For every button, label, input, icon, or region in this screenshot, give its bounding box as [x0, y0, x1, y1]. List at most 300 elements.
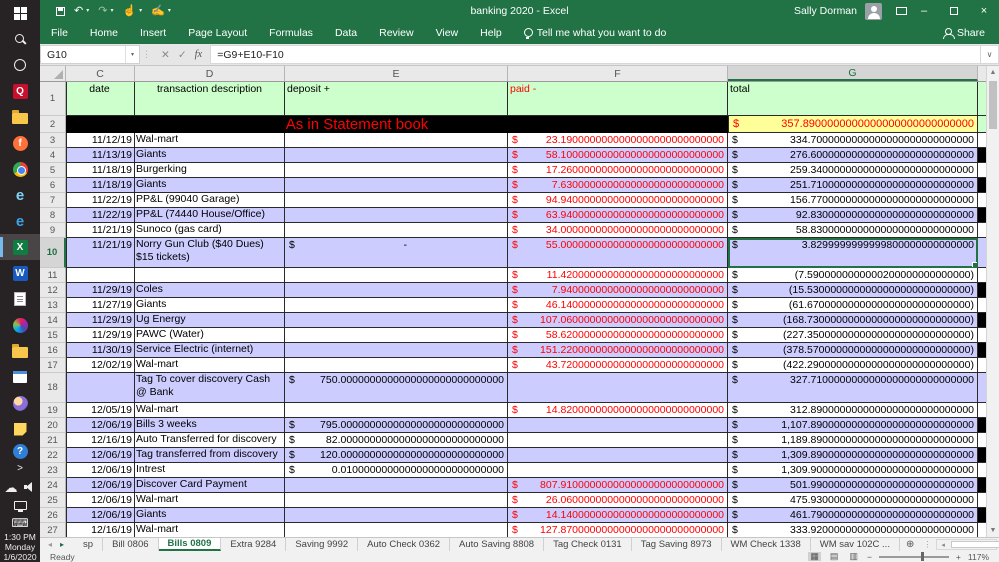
cell[interactable] — [285, 343, 508, 358]
cell[interactable] — [66, 373, 135, 403]
cell[interactable]: $ 17.2600000000000000000000000000 — [508, 163, 728, 178]
row-header[interactable]: 5 — [40, 163, 66, 178]
sheet-tab-bills-0809[interactable]: Bills 0809 — [159, 538, 222, 551]
cell[interactable]: $ 43.7200000000000000000000000000 — [508, 358, 728, 373]
restore-button[interactable] — [939, 0, 969, 22]
cell[interactable]: Tag transferred from discovery — [135, 448, 285, 463]
cell[interactable] — [285, 148, 508, 163]
column-header-E[interactable]: E — [285, 66, 508, 81]
cell[interactable]: $ 750.0000000000000000000000000000 — [285, 373, 508, 403]
cell[interactable]: $ 501.9900000000000000000000000000 — [728, 478, 978, 493]
spreadsheet-grid — [40, 66, 986, 537]
cell[interactable]: Giants — [135, 178, 285, 193]
name-box-value: G10 — [47, 48, 67, 61]
cell[interactable]: $ 475.9300000000000000000000000000 — [728, 493, 978, 508]
table-row — [40, 238, 986, 268]
selected-cell[interactable]: $ 3.8299999999999800000000000000 — [728, 238, 978, 268]
cell[interactable]: Tag To cover discovery Cash @ Bank — [135, 373, 285, 403]
row-header[interactable]: 14 — [40, 313, 66, 328]
row-header[interactable]: 15 — [40, 328, 66, 343]
row-header[interactable]: 16 — [40, 343, 66, 358]
row-header[interactable]: 24 — [40, 478, 66, 493]
sliver-cell — [978, 313, 986, 328]
media-app-icon[interactable] — [0, 312, 40, 338]
sliver-cell — [978, 193, 986, 208]
cell[interactable] — [285, 493, 508, 508]
cell[interactable]: Burgerking — [135, 163, 285, 178]
redo-dropdown-icon[interactable]: ▾ — [110, 8, 114, 14]
row-header[interactable]: 17 — [40, 358, 66, 373]
avatar[interactable] — [865, 3, 882, 20]
horizontal-scroll-track[interactable] — [949, 540, 985, 549]
sliver-cell — [978, 283, 986, 298]
cell[interactable]: Auto Transferred for discovery — [135, 433, 285, 448]
taskbar — [0, 0, 40, 562]
cell[interactable]: $ 334.7000000000000000000000000000 — [728, 133, 978, 148]
onedrive-cloud-icon[interactable]: ☁ — [4, 479, 18, 495]
sheet-tab-bar — [40, 537, 999, 551]
volume-icon[interactable] — [24, 482, 36, 492]
cell[interactable]: $ 23.1900000000000000000000000000 — [508, 133, 728, 148]
cell[interactable]: $ 251.7100000000000000000000000000 — [728, 178, 978, 193]
cell[interactable] — [285, 133, 508, 148]
excel-window — [40, 0, 999, 562]
sheet-tab-bill-0806[interactable]: Bill 0806 — [103, 538, 158, 551]
cell[interactable] — [285, 178, 508, 193]
cell[interactable]: $ 92.8300000000000000000000000000 — [728, 208, 978, 223]
cell[interactable]: $ 34.0000000000000000000000000000 — [508, 223, 728, 238]
sheet-tab-wm-sav-102c[interactable]: WM sav 102C ... — [811, 538, 900, 551]
insert-function-icon[interactable]: fx — [194, 49, 203, 60]
row-header[interactable]: 10 — [40, 238, 66, 268]
tab-view[interactable]: View — [435, 27, 459, 39]
sheet-tab-tag-check-0131[interactable]: Tag Check 0131 — [544, 538, 632, 551]
formula-bar — [40, 44, 999, 66]
sliver-cell — [978, 343, 986, 358]
formula-bar-divider: ⋮ — [142, 49, 151, 59]
cell[interactable]: $ (61.6700000000000000000000000000) — [728, 298, 978, 313]
cell[interactable]: Intrest — [135, 463, 285, 478]
expand-formula-bar-icon[interactable]: ∨ — [981, 45, 999, 64]
cell[interactable]: PP&L (74440 House/Office) — [135, 208, 285, 223]
calendar-app-icon[interactable] — [0, 364, 40, 390]
row-header[interactable]: 19 — [40, 403, 66, 418]
cell[interactable]: Sunoco (gas card) — [135, 223, 285, 238]
cell[interactable] — [285, 193, 508, 208]
zoom-level[interactable]: 117% — [967, 551, 989, 562]
sheet-tab-extra-9284[interactable]: Extra 9284 — [221, 538, 286, 551]
touch-mode-icon[interactable]: ☝ — [122, 4, 137, 17]
cell[interactable]: 11/13/19 — [66, 148, 135, 163]
sliver-cell — [978, 116, 986, 133]
header-paid[interactable]: paid - — [508, 82, 728, 116]
row-header[interactable]: 4 — [40, 148, 66, 163]
cell[interactable]: 12/02/19 — [66, 358, 135, 373]
cell[interactable] — [508, 433, 728, 448]
save-icon[interactable] — [56, 7, 65, 16]
tell-me-label: Tell me what you want to do — [536, 27, 667, 39]
cell[interactable]: $ 11.4200000000000000000000000000 — [508, 268, 728, 283]
cell[interactable]: $ 94.9400000000000000000000000000 — [508, 193, 728, 208]
next-sheet-icon[interactable]: ▸ — [60, 540, 65, 549]
cell[interactable] — [135, 268, 285, 283]
cell[interactable]: $ 26.0600000000000000000000000000 — [508, 493, 728, 508]
cell[interactable] — [508, 418, 728, 433]
sliver-cell — [978, 403, 986, 418]
row-header[interactable]: 26 — [40, 508, 66, 523]
cell[interactable]: $ 120.0000000000000000000000000000 — [285, 448, 508, 463]
ribbon-tabs — [40, 22, 513, 44]
sheet-tab-saving-9992[interactable]: Saving 9992 — [286, 538, 358, 551]
cell[interactable]: $ 333.9200000000000000000000000000 — [728, 523, 978, 537]
sliver-cell — [978, 448, 986, 463]
cell[interactable]: $ 1,189.8900000000000000000000000000 — [728, 433, 978, 448]
cell[interactable]: $ 327.7100000000000000000000000000 — [728, 373, 978, 403]
cell[interactable]: $ 807.9100000000000000000000000000 — [508, 478, 728, 493]
sheet-tab-sp[interactable]: sp — [74, 538, 103, 551]
cell[interactable] — [285, 508, 508, 523]
zoom-slider[interactable] — [879, 556, 949, 558]
cell[interactable]: $ 58.6200000000000000000000000000 — [508, 328, 728, 343]
cell[interactable]: Wal-mart — [135, 493, 285, 508]
cell[interactable] — [66, 268, 135, 283]
enter-icon[interactable]: ✓ — [177, 48, 187, 61]
cell[interactable]: $ 1,107.8900000000000000000000000000 — [728, 418, 978, 433]
edge-icon[interactable]: e — [15, 212, 25, 230]
cell[interactable]: PP&L (99040 Garage) — [135, 193, 285, 208]
table-row — [40, 313, 986, 328]
header-date[interactable]: date — [66, 82, 135, 116]
folder-app-icon[interactable] — [0, 338, 40, 364]
cancel-icon[interactable]: ✕ — [161, 48, 170, 61]
display-icon[interactable] — [0, 496, 40, 514]
tab-home[interactable]: Home — [89, 27, 118, 39]
cell[interactable]: $ (378.5700000000000000000000000000) — [728, 343, 978, 358]
word-icon[interactable]: W — [0, 260, 40, 286]
chrome-icon[interactable] — [0, 156, 40, 182]
cell[interactable]: 12/06/19 — [66, 493, 135, 508]
statusbar-right — [808, 552, 999, 562]
row-header[interactable]: 25 — [40, 493, 66, 508]
cell[interactable]: 11/18/19 — [66, 178, 135, 193]
cell[interactable]: 11/21/19 — [66, 238, 135, 268]
taskbar-clock[interactable] — [0, 532, 40, 562]
customize-qat-icon[interactable]: ▾ — [167, 8, 171, 14]
cell[interactable] — [285, 283, 508, 298]
row-header[interactable]: 21 — [40, 433, 66, 448]
table-row — [40, 343, 986, 358]
new-sheet-button[interactable]: ⊕ — [905, 539, 915, 550]
cell[interactable]: 11/12/19 — [66, 133, 135, 148]
tab-review[interactable]: Review — [379, 27, 414, 39]
cell[interactable]: 11/18/19 — [66, 163, 135, 178]
cell[interactable]: $ (15.5300000000000000000000000000) — [728, 283, 978, 298]
scroll-up-icon[interactable]: ▲ — [989, 69, 997, 76]
row-header[interactable]: 8 — [40, 208, 66, 223]
row-header[interactable]: 22 — [40, 448, 66, 463]
cell[interactable]: 12/06/19 — [66, 448, 135, 463]
cell[interactable]: 12/16/19 — [66, 433, 135, 448]
cell[interactable]: $ 7.9400000000000000000000000000 — [508, 283, 728, 298]
row-header[interactable]: 1 — [40, 82, 66, 116]
cell[interactable]: Giants — [135, 148, 285, 163]
cell[interactable]: $ 1,309.8900000000000000000000000000 — [728, 448, 978, 463]
page-layout-view-icon[interactable]: ▤ — [829, 551, 839, 561]
row-header[interactable]: 18 — [40, 373, 66, 403]
sliver-cell — [978, 82, 986, 116]
cell[interactable]: $ 151.2200000000000000000000000000 — [508, 343, 728, 358]
banner-band[interactable] — [66, 116, 728, 133]
cell[interactable]: $ (7.5900000000000200000000000000) — [728, 268, 978, 283]
row-header[interactable]: 13 — [40, 298, 66, 313]
scroll-down-icon[interactable]: ▼ — [989, 527, 997, 534]
cell[interactable]: Norry Gun Club ($40 Dues) $15 tickets) — [135, 238, 285, 268]
cell[interactable] — [508, 373, 728, 403]
cell[interactable]: $ 461.7900000000000000000000000000 — [728, 508, 978, 523]
horizontal-scrollbar[interactable] — [936, 539, 997, 550]
sheet-tab-auto-saving-8808[interactable]: Auto Saving 8808 — [450, 538, 544, 551]
row-header[interactable]: 11 — [40, 268, 66, 283]
undo-dropdown-icon[interactable]: ▾ — [86, 8, 90, 14]
cell[interactable] — [285, 298, 508, 313]
row-header[interactable]: 2 — [40, 116, 66, 133]
vertical-scrollbar[interactable] — [986, 66, 999, 537]
quick-access-toolbar — [40, 6, 171, 17]
row-header[interactable]: 3 — [40, 133, 66, 148]
paint3d-icon[interactable] — [0, 390, 40, 416]
cell[interactable]: 11/29/19 — [66, 313, 135, 328]
sheet-tab-auto-check-0362[interactable]: Auto Check 0362 — [358, 538, 450, 551]
cell[interactable]: $ 58.1000000000000000000000000000 — [508, 148, 728, 163]
undo-icon[interactable]: ↶ — [74, 4, 84, 17]
cell[interactable]: $ 312.8900000000000000000000000000 — [728, 403, 978, 418]
cell[interactable] — [285, 313, 508, 328]
user-name[interactable]: Sally Dorman — [793, 5, 857, 17]
row-header[interactable]: 12 — [40, 283, 66, 298]
keyboard-icon[interactable]: ⌨ — [11, 516, 29, 530]
cell[interactable]: PAWC (Water) — [135, 328, 285, 343]
share-button[interactable] — [943, 27, 999, 39]
row-header[interactable]: 7 — [40, 193, 66, 208]
person-icon — [943, 28, 953, 39]
prev-sheet-icon[interactable]: ◂ — [48, 540, 53, 549]
cell[interactable]: Wal-mart — [135, 403, 285, 418]
cell[interactable]: $ 14.1400000000000000000000000000 — [508, 508, 728, 523]
zoom-in-icon[interactable]: + — [955, 551, 961, 562]
zoom-slider-handle[interactable] — [921, 552, 924, 561]
cell[interactable] — [285, 208, 508, 223]
cell[interactable] — [285, 478, 508, 493]
cell[interactable]: 11/22/19 — [66, 208, 135, 223]
cell[interactable] — [285, 523, 508, 537]
cell[interactable]: $ 276.6000000000000000000000000000 — [728, 148, 978, 163]
cell[interactable]: Wal-mart — [135, 133, 285, 148]
table-row — [40, 478, 986, 493]
onedrive-volume-row[interactable] — [0, 478, 40, 496]
tabbar-divider: ⋮ — [923, 540, 932, 549]
cell[interactable]: $ 0.0100000000000000000000000000 — [285, 463, 508, 478]
cell[interactable]: 12/06/19 — [66, 418, 135, 433]
table-row — [40, 358, 986, 373]
internet-explorer-icon[interactable]: e — [15, 186, 25, 204]
help-icon[interactable]: ? — [0, 442, 40, 460]
cell[interactable]: Service Electric (internet) — [135, 343, 285, 358]
status-ready: Ready — [50, 551, 75, 562]
cell[interactable] — [285, 358, 508, 373]
cell[interactable]: 11/27/19 — [66, 298, 135, 313]
cell[interactable]: 12/06/19 — [66, 508, 135, 523]
tell-me-box[interactable] — [523, 27, 667, 39]
cell[interactable]: Wal-mart — [135, 358, 285, 373]
cell[interactable]: $ (168.7300000000000000000000000000) — [728, 313, 978, 328]
page-break-view-icon[interactable]: ▥ — [849, 551, 858, 561]
touch-mode-dropdown-icon[interactable]: ▾ — [139, 8, 143, 14]
row-header[interactable]: 23 — [40, 463, 66, 478]
column-header-sliver — [978, 66, 986, 81]
column-header-F[interactable]: F — [508, 66, 728, 81]
cell[interactable]: $ 156.7700000000000000000000000000 — [728, 193, 978, 208]
hidden-icons-chevron[interactable]: > — [17, 463, 23, 474]
column-header-G[interactable]: G — [728, 66, 978, 81]
cell[interactable]: 11/30/19 — [66, 343, 135, 358]
column-letter-headers — [66, 66, 978, 81]
window-title: banking 2020 - Excel — [470, 5, 569, 17]
cell[interactable]: $ 1,309.9000000000000000000000000000 — [728, 463, 978, 478]
cell[interactable]: 11/29/19 — [66, 328, 135, 343]
firefox-icon[interactable]: f — [0, 130, 40, 156]
sheet-nav — [40, 538, 74, 551]
cell[interactable]: Coles — [135, 283, 285, 298]
file-explorer-icon[interactable] — [0, 104, 40, 130]
tab-file[interactable]: File — [51, 27, 68, 39]
column-header-C[interactable]: C — [66, 66, 135, 81]
row-header[interactable]: 6 — [40, 178, 66, 193]
column-header-D[interactable]: D — [135, 66, 285, 81]
row-header[interactable]: 9 — [40, 223, 66, 238]
notes-doc-icon[interactable] — [0, 286, 40, 312]
cell[interactable]: $ 55.0000000000000000000000000000 — [508, 238, 728, 268]
cell[interactable]: Wal-mart — [135, 523, 285, 537]
cell[interactable] — [285, 268, 508, 283]
cell[interactable]: 11/22/19 — [66, 193, 135, 208]
row-header[interactable]: 20 — [40, 418, 66, 433]
cell[interactable]: $ 46.1400000000000000000000000000 — [508, 298, 728, 313]
tab-formulas[interactable]: Formulas — [269, 27, 313, 39]
sticky-notes-icon[interactable] — [0, 416, 40, 442]
cell[interactable]: 12/05/19 — [66, 403, 135, 418]
cell[interactable]: $ 58.8300000000000000000000000000 — [728, 223, 978, 238]
normal-view-icon[interactable]: ▦ — [810, 551, 819, 561]
currency-symbol: $ — [733, 118, 740, 130]
cell[interactable]: $ 259.3400000000000000000000000000 — [728, 163, 978, 178]
titlebar-right — [794, 0, 999, 22]
grid-rows — [40, 133, 986, 537]
zoom-out-icon[interactable]: − — [866, 551, 872, 562]
tab-page-layout[interactable]: Page Layout — [188, 27, 248, 39]
name-box-dropdown-icon[interactable]: ▾ — [125, 46, 139, 63]
cell[interactable]: $ 107.0600000000000000000000000000 — [508, 313, 728, 328]
minimize-button[interactable]: – — [920, 5, 928, 17]
cell[interactable]: Discover Card Payment — [135, 478, 285, 493]
formula-input[interactable]: =G9+E10-F10 — [210, 45, 981, 64]
table-row — [40, 283, 986, 298]
start-button[interactable] — [0, 0, 40, 26]
taskbar-tray — [0, 442, 40, 532]
excel-icon[interactable]: X — [0, 234, 40, 260]
cell[interactable]: 12/16/19 — [66, 523, 135, 537]
cell[interactable]: Ug Energy — [135, 313, 285, 328]
cell[interactable]: $ 127.8700000000000000000000000000 — [508, 523, 728, 537]
clock-day: Monday — [4, 542, 36, 552]
tab-data[interactable]: Data — [334, 27, 358, 39]
tab-help[interactable]: Help — [480, 27, 502, 39]
sliver-cell — [978, 463, 986, 478]
ink-icon[interactable]: ✍ — [151, 4, 165, 17]
cell[interactable]: Bills 3 weeks — [135, 418, 285, 433]
cortana-icon[interactable] — [0, 52, 40, 78]
table-row — [40, 373, 986, 403]
sliver-cell — [978, 208, 986, 223]
cell[interactable] — [508, 448, 728, 463]
redo-icon[interactable]: ↷ — [98, 4, 108, 17]
close-button[interactable]: × — [980, 5, 988, 17]
header-total[interactable]: total — [728, 82, 978, 116]
cell[interactable]: $ 63.9400000000000000000000000000 — [508, 208, 728, 223]
sheet-tab-tag-saving-8973[interactable]: Tag Saving 8973 — [632, 538, 722, 551]
quicken-icon[interactable]: Q — [0, 78, 40, 104]
tab-insert[interactable]: Insert — [139, 27, 167, 39]
sliver-cell — [978, 178, 986, 193]
cell[interactable] — [285, 328, 508, 343]
cell[interactable]: Giants — [135, 298, 285, 313]
horizontal-scroll-thumb[interactable] — [951, 541, 999, 548]
cell[interactable] — [285, 403, 508, 418]
scroll-left-icon[interactable]: ◂ — [941, 541, 945, 549]
name-box[interactable] — [40, 45, 140, 64]
cell[interactable]: $ 82.0000000000000000000000000000 — [285, 433, 508, 448]
statement-total-cell[interactable] — [728, 116, 978, 133]
cell[interactable]: $ (227.3500000000000000000000000000) — [728, 328, 978, 343]
cell[interactable]: 11/21/19 — [66, 223, 135, 238]
cell[interactable]: $ (422.2900000000000000000000000000) — [728, 358, 978, 373]
cell[interactable] — [285, 223, 508, 238]
cell[interactable] — [508, 463, 728, 478]
table-row — [40, 463, 986, 478]
sliver-cell — [978, 523, 986, 537]
cell[interactable]: $ 795.0000000000000000000000000000 — [285, 418, 508, 433]
cell[interactable]: Giants — [135, 508, 285, 523]
row-header[interactable]: 27 — [40, 523, 66, 537]
header-deposit[interactable]: deposit + — [285, 82, 508, 116]
vertical-scroll-thumb[interactable] — [989, 81, 997, 129]
search-icon[interactable] — [0, 26, 40, 52]
cell[interactable]: 12/06/19 — [66, 478, 135, 493]
table-row — [40, 328, 986, 343]
clock-date: 1/6/2020 — [3, 552, 37, 562]
select-all-corner[interactable] — [40, 66, 66, 81]
sheet-tab-wm-check-1338[interactable]: WM Check 1338 — [722, 538, 811, 551]
cell[interactable]: $ 7.6300000000000000000000000000 — [508, 178, 728, 193]
header-description[interactable]: transaction description — [135, 82, 285, 116]
cell[interactable] — [285, 163, 508, 178]
cell[interactable]: $ - — [285, 238, 508, 268]
cell[interactable]: 12/06/19 — [66, 463, 135, 478]
cell[interactable]: 11/29/19 — [66, 283, 135, 298]
ribbon-display-options-icon[interactable] — [896, 7, 907, 15]
cell[interactable]: $ 14.8200000000000000000000000000 — [508, 403, 728, 418]
sliver-cell — [978, 268, 986, 283]
table-row — [40, 148, 986, 163]
